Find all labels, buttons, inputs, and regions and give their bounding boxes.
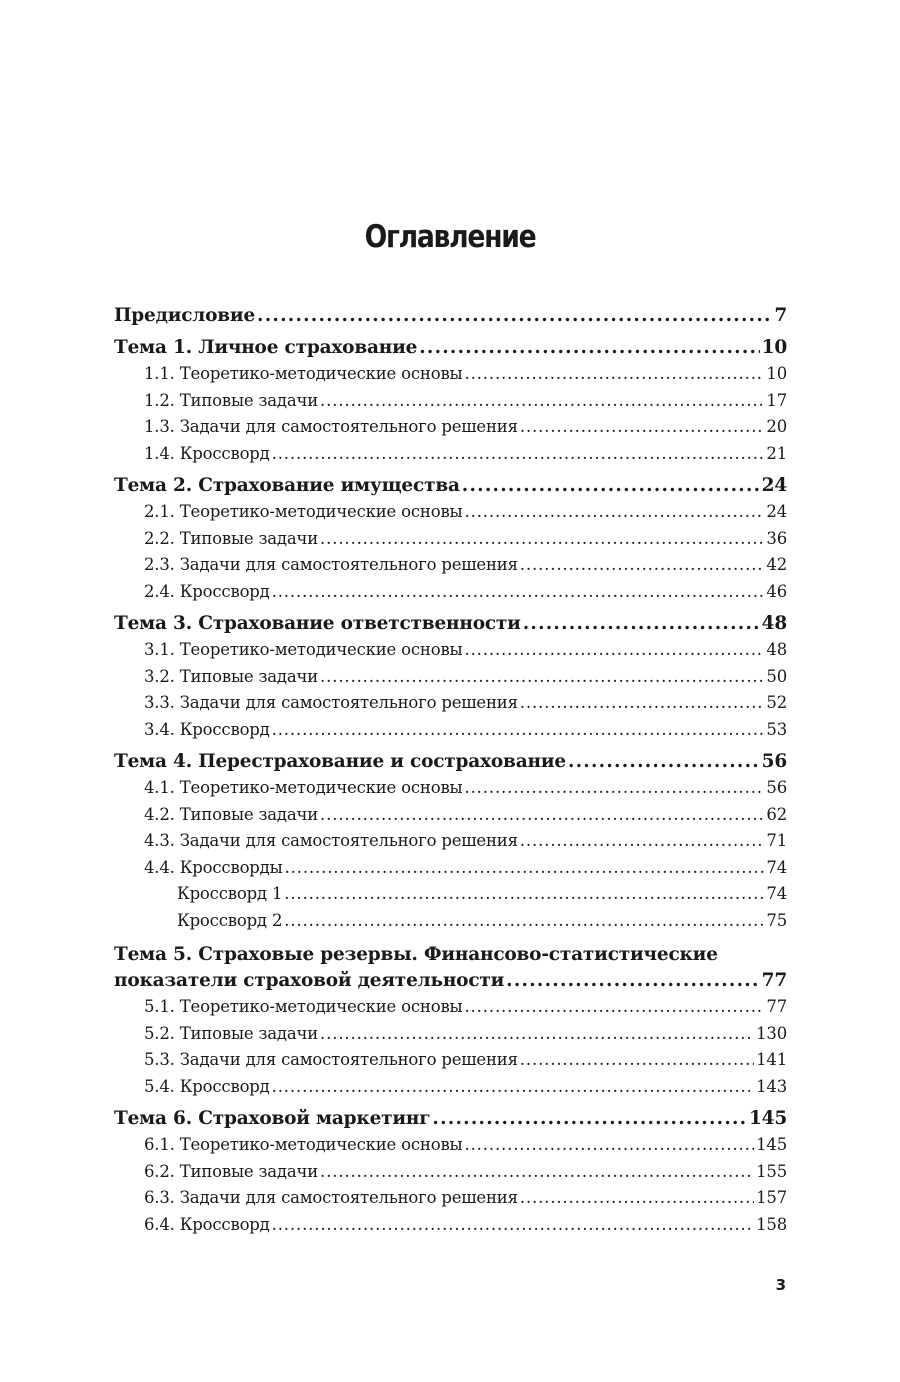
toc-entry-label: Тема 3. Страхование ответственности [114, 613, 521, 634]
toc-entry-section-5-4[interactable] [114, 1074, 787, 1101]
toc-entry-topic-3[interactable] [114, 611, 787, 637]
toc-entry-page: 53 [766, 719, 787, 739]
toc-entry-section-1-2[interactable] [114, 388, 787, 415]
toc-entry-label: показатели страховой деятельности [114, 970, 505, 991]
toc-entry-section-4-4[interactable] [114, 855, 787, 882]
toc-entry-page: 155 [756, 1161, 787, 1181]
toc-entry-section-5-3[interactable] [114, 1047, 787, 1074]
toc-entry-label: 5.4. Кроссворд [144, 1076, 270, 1096]
dot-leader [520, 1185, 754, 1212]
dot-leader [272, 1074, 754, 1101]
toc-entry-page: 130 [756, 1023, 787, 1043]
dot-leader [432, 1106, 747, 1132]
toc-entry-topic-4[interactable] [114, 749, 787, 775]
toc-entry-page: 62 [766, 804, 787, 824]
toc-entry-label: Тема 2. Страхование имущества [114, 475, 460, 496]
dot-leader [285, 855, 765, 882]
toc-entry-section-2-1[interactable] [114, 499, 787, 526]
dot-leader [320, 1159, 754, 1186]
toc-entry-section-1-4[interactable] [114, 441, 787, 468]
dot-leader [257, 303, 772, 329]
toc-entry-label: 6.3. Задачи для самостоятельного решения [144, 1188, 518, 1207]
toc-entry-page: 74 [766, 884, 787, 903]
dot-leader [272, 1212, 754, 1239]
toc-entry-page: 158 [756, 1214, 787, 1234]
toc-entry-label: 1.1. Теоретико-методические основы [144, 364, 463, 383]
toc-entry-page: 48 [761, 613, 787, 634]
dot-leader [320, 802, 764, 829]
toc-entry-page: 17 [766, 390, 787, 410]
dot-leader [523, 611, 760, 637]
toc-entry-page: 77 [761, 970, 787, 991]
toc-entry-section-3-2[interactable] [114, 664, 787, 691]
toc-entry-page: 50 [766, 666, 787, 686]
toc-entry-section-1-3[interactable] [114, 414, 787, 441]
dot-leader [320, 388, 764, 415]
toc-entry-page: 7 [774, 305, 787, 326]
toc-entry-label: 1.3. Задачи для самостоятельного решения [144, 417, 518, 436]
toc-entry-section-4-2[interactable] [114, 802, 787, 829]
toc-entry-section-4-1[interactable] [114, 775, 787, 802]
toc-entry-page: 36 [766, 528, 787, 548]
toc-entry-topic-1[interactable] [114, 335, 787, 361]
toc-entry-label: 6.1. Теоретико-методические основы [144, 1135, 463, 1154]
toc-entry-page: 145 [756, 1135, 787, 1154]
toc-entry-page: 10 [761, 337, 787, 358]
toc-entry-page: 71 [766, 831, 787, 850]
toc-entry-section-2-4[interactable] [114, 579, 787, 606]
toc-entry-label: 3.4. Кроссворд [144, 719, 270, 739]
toc-entry-label: 2.2. Типовые задачи [144, 528, 319, 548]
toc-entry-label: 2.3. Задачи для самостоятельного решения [144, 555, 518, 574]
toc-entry-page: 21 [766, 443, 787, 463]
toc-entry-section-6-1[interactable] [114, 1132, 787, 1159]
toc-entry-label: 3.3. Задачи для самостоятельного решения [144, 693, 518, 712]
toc-entry-label: 4.4. Кроссворды [144, 857, 283, 877]
dot-leader [419, 335, 759, 361]
toc-entry-page: 56 [761, 751, 787, 772]
toc-entry-page: 75 [766, 910, 787, 930]
toc-entry-label: 4.2. Типовые задачи [144, 804, 319, 824]
dot-leader [520, 414, 765, 441]
dot-leader [284, 881, 764, 908]
toc-entry-page: 46 [766, 581, 787, 601]
toc-entry-subsection-crossword-1[interactable] [114, 881, 787, 908]
page-number: 3 [775, 1276, 786, 1294]
toc-entry-preface[interactable] [114, 303, 787, 329]
dot-leader [272, 441, 765, 468]
toc-entry-page: 24 [761, 475, 787, 496]
toc-entry-label: 3.1. Теоретико-методические основы [144, 640, 463, 659]
toc-entry-section-2-3[interactable] [114, 552, 787, 579]
toc-entry-page: 145 [748, 1108, 787, 1129]
dot-leader [272, 717, 765, 744]
toc-entry-section-5-2[interactable] [114, 1021, 787, 1048]
toc-entry-label: 3.2. Типовые задачи [144, 666, 319, 686]
toc-entry-page: 56 [766, 778, 787, 797]
toc-entry-label: 1.4. Кроссворд [144, 443, 270, 463]
toc-entry-label: 4.3. Задачи для самостоятельного решения [144, 831, 518, 850]
toc-entry-label: 4.1. Теоретико-методические основы [144, 778, 463, 797]
toc-entry-topic-2[interactable] [114, 473, 787, 499]
toc-entry-topic-5-line-1[interactable]: Тема 5. Страховые резервы. Финансово-статистические [114, 944, 718, 965]
dot-leader [520, 690, 765, 717]
toc-entry-subsection-crossword-2[interactable] [114, 908, 787, 935]
toc-entry-label: Кроссворд 2 [177, 910, 283, 930]
dot-leader [520, 828, 765, 855]
toc-entry-page: 10 [766, 364, 787, 383]
toc-entry-section-2-2[interactable] [114, 526, 787, 553]
dot-leader [320, 526, 764, 553]
toc-entry-section-3-4[interactable] [114, 717, 787, 744]
toc-entry-page: 157 [756, 1188, 787, 1207]
toc-entry-section-6-2[interactable] [114, 1159, 787, 1186]
toc-entry-section-5-1[interactable] [114, 994, 787, 1021]
toc-entry-label: 1.2. Типовые задачи [144, 390, 319, 410]
toc-entry-section-3-3[interactable] [114, 690, 787, 717]
dot-leader [320, 1021, 754, 1048]
toc-entry-section-1-1[interactable] [114, 361, 787, 388]
dot-leader [520, 1047, 754, 1074]
dot-leader [520, 552, 765, 579]
dot-leader [465, 361, 765, 388]
toc-entry-label: 5.3. Задачи для самостоятельного решения [144, 1050, 518, 1069]
dot-leader [284, 908, 764, 935]
toc-entry-section-6-3[interactable] [114, 1185, 787, 1212]
toc-entry-page: 141 [756, 1050, 787, 1069]
toc-entry-section-3-1[interactable] [114, 637, 787, 664]
page-title: Оглавление [364, 219, 536, 255]
dot-leader [465, 994, 765, 1021]
toc-entry-label: Тема 6. Страховой маркетинг [114, 1108, 431, 1129]
table-of-contents [114, 303, 787, 1238]
toc-entry-page: 24 [766, 502, 787, 521]
dot-leader [462, 473, 760, 499]
toc-entry-page: 20 [766, 417, 787, 436]
toc-entry-label: Тема 1. Личное страхование [114, 337, 418, 358]
dot-leader [320, 664, 764, 691]
toc-entry-page: 143 [756, 1076, 787, 1096]
dot-leader [568, 749, 760, 775]
dot-leader [465, 1132, 755, 1159]
toc-entry-topic-5[interactable] [114, 968, 787, 994]
toc-entry-label: 6.2. Типовые задачи [144, 1161, 319, 1181]
toc-entry-page: 77 [766, 997, 787, 1016]
toc-entry-page: 52 [766, 693, 787, 712]
toc-entry-label: Предисловие [114, 305, 256, 326]
toc-entry-label: 5.1. Теоретико-методические основы [144, 997, 463, 1016]
toc-entry-section-6-4[interactable] [114, 1212, 787, 1239]
dot-leader [465, 499, 765, 526]
dot-leader [506, 968, 759, 994]
toc-entry-label: 5.2. Типовые задачи [144, 1023, 319, 1043]
dot-leader [465, 637, 765, 664]
dot-leader [272, 579, 765, 606]
dot-leader [465, 775, 765, 802]
toc-entry-label: 2.1. Теоретико-методические основы [144, 502, 463, 521]
toc-entry-page: 74 [766, 857, 787, 877]
toc-entry-label: Тема 4. Перестрахование и сострахование [114, 751, 566, 772]
toc-entry-page: 48 [766, 640, 787, 659]
toc-entry-label: 2.4. Кроссворд [144, 581, 270, 601]
toc-entry-section-4-3[interactable] [114, 828, 787, 855]
toc-entry-page: 42 [766, 555, 787, 574]
toc-entry-label: 6.4. Кроссворд [144, 1214, 270, 1234]
toc-entry-label: Кроссворд 1 [177, 884, 283, 903]
toc-entry-topic-6[interactable] [114, 1106, 787, 1132]
